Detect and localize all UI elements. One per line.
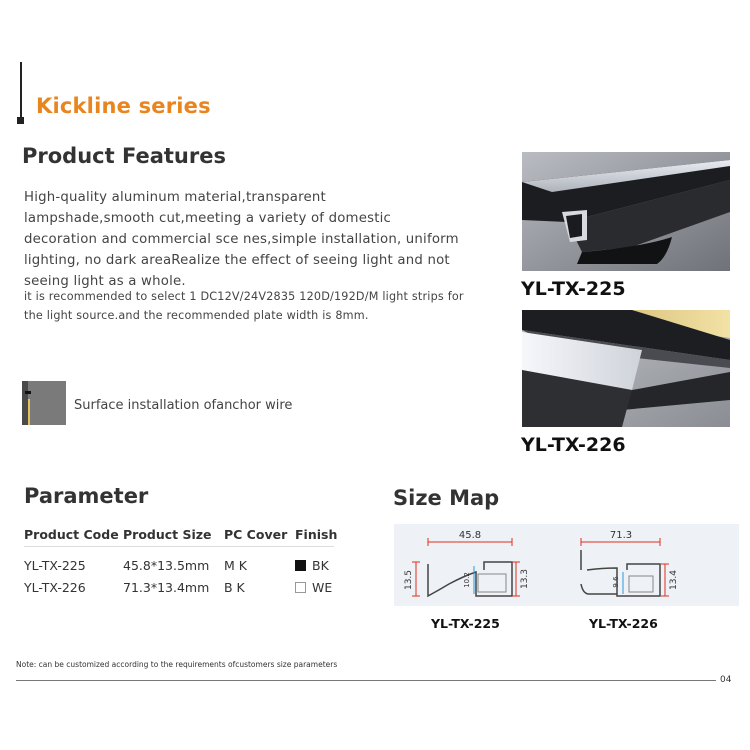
table-cell-finish xyxy=(295,580,332,595)
product-label: YL-TX-225 xyxy=(521,278,626,300)
table-cell-cover: M K xyxy=(224,558,247,573)
product-label: YL-TX-226 xyxy=(521,434,626,456)
finish-label: WE xyxy=(312,580,333,595)
table-cell-size: 45.8*13.5mm xyxy=(123,558,210,573)
dimension-height-left: 13.5 xyxy=(404,569,414,591)
table-cell-finish xyxy=(295,558,329,573)
dimension-height-right: 13.4 xyxy=(669,569,679,591)
table-cell-code: YL-TX-226 xyxy=(24,580,86,595)
dimension-height-right: 13.3 xyxy=(520,568,530,590)
header-accent-bar xyxy=(20,62,22,122)
column-header: Product Size xyxy=(123,527,212,542)
column-header: Product Code xyxy=(24,527,119,542)
dimension-width: 45.8 xyxy=(458,530,482,541)
column-header: PC Cover xyxy=(224,527,288,542)
diagram-label: YL-TX-226 xyxy=(589,616,658,631)
product-photo-yl-tx-225 xyxy=(522,152,730,271)
installation-method: Surface installation ofanchor wire xyxy=(74,398,293,413)
finish-swatch-white xyxy=(295,582,306,593)
table-cell-cover: B K xyxy=(224,580,245,595)
table-cell-code: YL-TX-225 xyxy=(24,558,86,573)
column-header: Finish xyxy=(295,527,338,542)
light-strip-recommendation: it is recommended to select 1 DC12V/24V2835 120D/192D/M light strips for the light source.and the recommended plate width is 8mm. xyxy=(24,290,464,322)
product-photo-yl-tx-226 xyxy=(522,310,730,427)
finish-label: BK xyxy=(312,558,329,573)
size-diagram-yl-tx-226 xyxy=(547,524,739,606)
table-cell-size: 71.3*13.4mm xyxy=(123,580,210,595)
footer-note: Note: can be customized according to the requirements ofcustomers size parameters xyxy=(16,660,338,669)
diagram-label: YL-TX-225 xyxy=(431,616,500,631)
parameter-heading: Parameter xyxy=(24,484,149,508)
finish-swatch-black xyxy=(295,560,306,571)
features-heading: Product Features xyxy=(22,144,226,168)
dimension-inner: 10.2 xyxy=(463,572,471,588)
dimension-width: 71.3 xyxy=(609,530,633,541)
footer-divider xyxy=(16,680,716,681)
series-title: Kickline series xyxy=(36,94,211,118)
surface-installation-icon xyxy=(22,381,66,425)
table-header-divider xyxy=(24,546,334,547)
features-description: High-quality aluminum material,transparent lampshade,smooth cut,meeting a variety of domestic decoration and commercial sce nes,simple installation, uniform lighting, no dark areaRealize the effect of seeing light and not seeing light as a whole. xyxy=(24,190,459,289)
header-accent-dot xyxy=(17,117,24,124)
page-number: 04 xyxy=(720,675,732,685)
size-map-heading: Size Map xyxy=(393,486,500,510)
dimension-inner: 9.6 xyxy=(612,576,620,588)
